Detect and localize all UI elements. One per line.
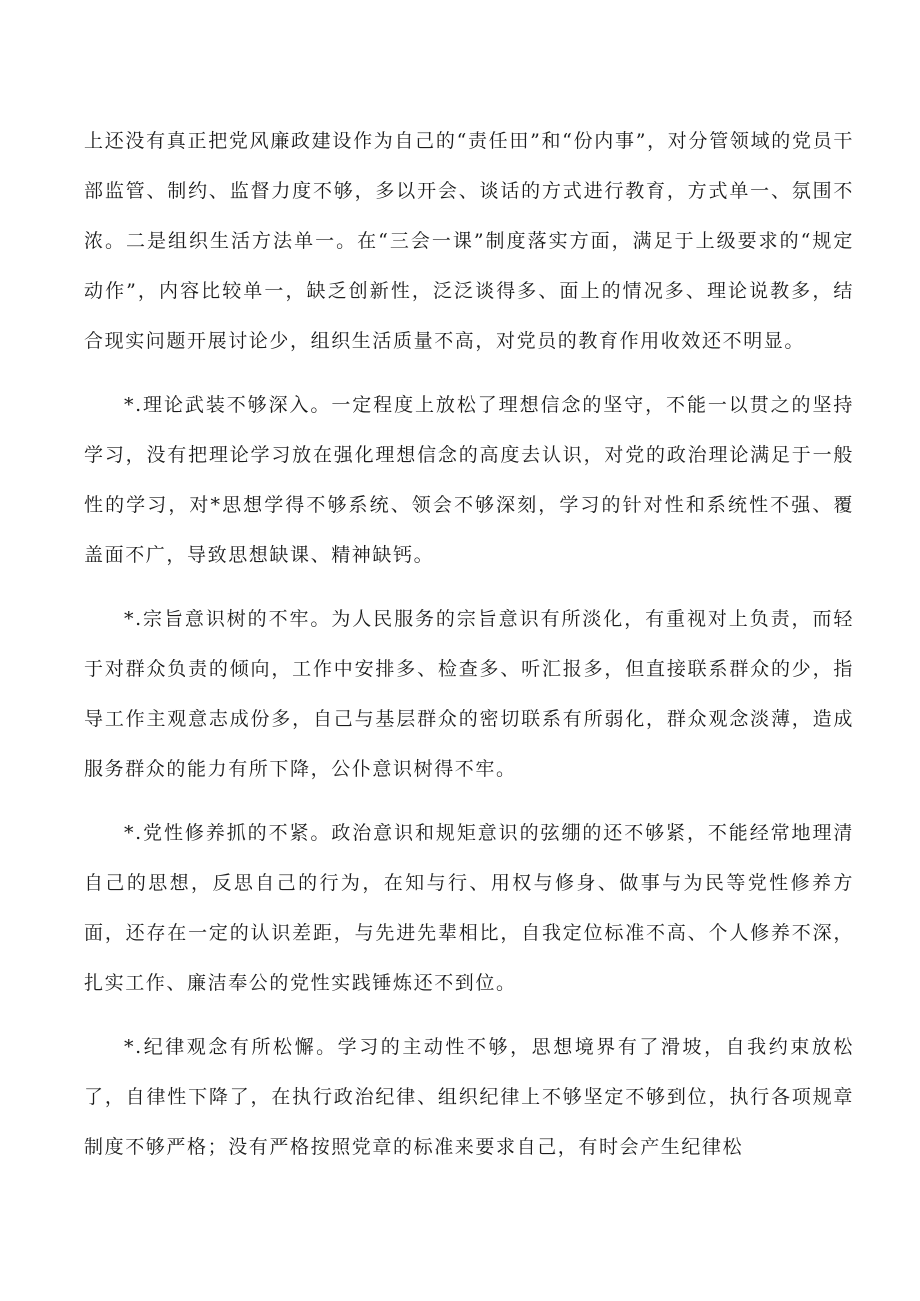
paragraph-gap [84, 794, 854, 808]
paragraph-gap [84, 1008, 854, 1022]
paragraph-party-spirit: *.党性修养抓的不紧。政治意识和规矩意识的弦绷的还不够紧，不能经常地理清自己的思想，反思自己的行为，在知与行、用权与修身、做事与为民等党性修养方面，还存在一定的认识差距，与先进先辈相比，自我定位标准不高、个人修养不深，扎实工作、廉洁奉公的党性实践锤炼还不到位。 [84, 822, 854, 994]
document-body [84, 116, 854, 1172]
paragraph-purpose-awareness: *.宗旨意识树的不牢。为人民服务的宗旨意识有所淡化，有重视对上负责，而轻于对群众负责的倾向，工作中安排多、检查多、听汇报多，但直接联系群众的少，指导工作主观意志成份多，自己与基层群众的密切联系有所弱化，群众观念淡薄，造成服务群众的能力有所下降，公仆意识树得不牢。 [84, 608, 854, 780]
paragraph-gap [84, 366, 854, 380]
paragraph-continuation: 上还没有真正把党风廉政建设作为自己的“责任田”和“份内事”，对分管领域的党员干部监管、制约、监督力度不够，多以开会、谈话的方式进行教育，方式单一、氛围不浓。二是组织生活方法单一。在“三会一课”制度落实方面，满足于上级要求的“规定动作”，内容比较单一，缺乏创新性，泛泛谈得多、面上的情况多、理论说教多，结合现实问题开展讨论少，组织生活质量不高，对党员的教育作用收效还不明显。 [84, 130, 854, 352]
paragraph-theory-study: *.理论武装不够深入。一定程度上放松了理想信念的坚守，不能一以贯之的坚持学习，没有把理论学习放在强化理想信念的高度去认识，对党的政治理论满足于一般性的学习，对*思想学得不够系统、领会不够深刻，学习的针对性和系统性不强、覆盖面不广，导致思想缺课、精神缺钙。 [84, 394, 854, 566]
paragraph-discipline: *.纪律观念有所松懈。学习的主动性不够，思想境界有了滑坡，自我约束放松了，自律性下降了，在执行政治纪律、组织纪律上不够坚定不够到位，执行各项规章制度不够严格；没有严格按照党章的标准来要求自己，有时会产生纪律松 [84, 1036, 854, 1158]
paragraph-gap [84, 580, 854, 594]
